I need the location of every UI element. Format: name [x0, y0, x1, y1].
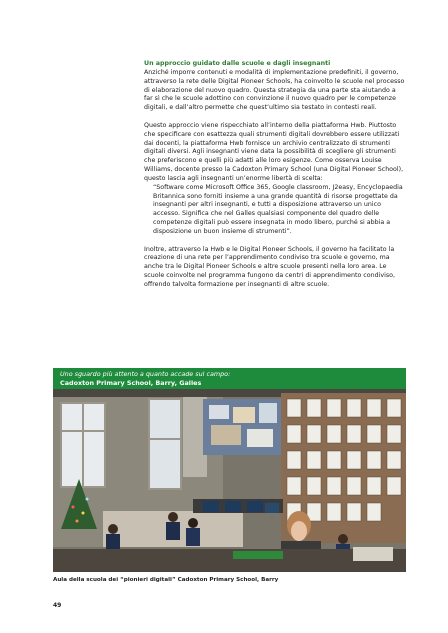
- section-heading: Un approccio guidato dalle scuole e dagli insegnanti: [144, 60, 331, 67]
- classroom-photo-icon: [53, 389, 406, 572]
- banner-school-name: Cadoxton Primary School, Barry, Galles: [60, 378, 202, 387]
- page-number: 49: [53, 602, 62, 609]
- banner-subtitle: Uno sguardo più attento a quanto accade sul campo:: [60, 370, 231, 378]
- article-text: [144, 60, 406, 299]
- case-study-banner: [53, 368, 406, 389]
- paragraph-2: Questo approccio viene rispecchiato all’interno della piattaforma Hwb. Piuttosto che specificare con esattezza quali strumenti digitali dovrebbero essere utilizzati dai docenti, la piattaforma Hwb fornisce un archivio centralizzato di strumenti digitali diversi. Agli insegnanti viene data la possibilità di scegliere gli strumenti che preferiscono e quelli più adatti alle loro esigenze. Come osserva Louise Williams, docente presso la Cadoxton Primary School (una Digital Pioneer School), questo lascia agli insegnanti un’enorme libertà di scelta:: [144, 121, 404, 182]
- photo-caption: Aula della scuola dei “pionieri digitali” Cadoxton Primary School, Barry: [53, 577, 279, 583]
- classroom-photo: [53, 389, 406, 572]
- paragraph-1: Anziché imporre contenuti e modalità di implementazione predefiniti, il governo, attraverso la rete delle Digital Pioneer Schools, ha coinvolto le scuole nel processo di elaborazione del nuovo quadro. Questa strategia da una parte sta aiutando a far sì che le scuole adottino con convinzione il nuovo quadro per le competenze digitali, e dall’altro permette che quest’ultimo sia testato in contesti reali.: [144, 68, 405, 112]
- teacher-quote: “Software come Microsoft Office 365, Google classroom, J2easy, Encyclopaedia Britannica sono forniti insieme a una grande quantità di risorse progettate da insegnanti per altri insegnanti, e tutti a disposizione attraverso un unico accesso. Significa che nel Galles qualsiasi componente del quadro delle competenze digitali può essere insegnata in modo libero, purché si abbia a disposizione un buon insieme di strumenti”.: [153, 183, 403, 235]
- paragraph-3: Inoltre, attraverso la Hwb e le Digital Pioneer Schools, il governo ha facilitato la creazione di una rete per l’apprendimento condiviso tra scuole e governo, ma anche tra le Digital Pioneer Schools e altre scuole presenti nella loro area. Le scuole coinvolte nel programma fungono da centri di apprendimento condiviso, offrendo talvolta formazione per insegnanti di altre scuole.: [144, 245, 395, 288]
